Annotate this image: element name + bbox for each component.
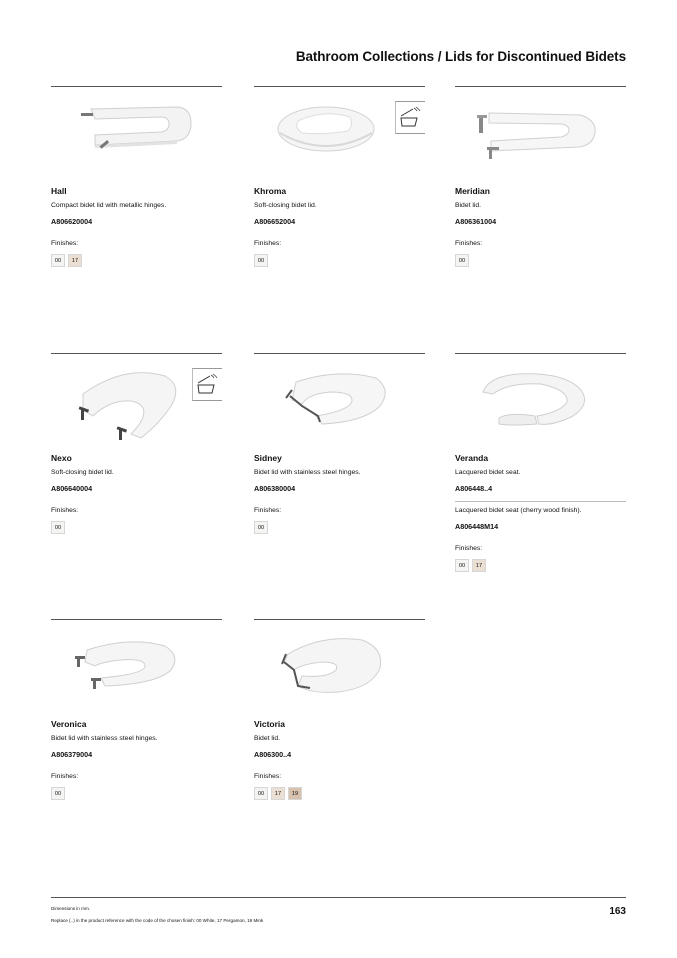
product-name: Nexo xyxy=(51,453,72,463)
product-reference: A806300..4 xyxy=(254,750,292,759)
finish-swatch-pergamon: 17 xyxy=(472,559,486,572)
finish-swatch-white: 00 xyxy=(51,521,65,534)
product-name: Hall xyxy=(51,186,67,196)
bidet-lid-open-icon xyxy=(268,366,393,432)
product-card-sidney xyxy=(254,353,425,534)
product-image xyxy=(455,362,626,442)
page-title: Bathroom Collections / Lids for Discontinued Bidets xyxy=(295,49,626,64)
product-card-veranda xyxy=(455,353,626,572)
product-description: Soft-closing bidet lid. xyxy=(51,469,114,476)
footer-divider xyxy=(51,897,626,898)
product-image xyxy=(51,95,222,175)
finish-swatches xyxy=(455,254,626,267)
finish-swatch-pergamon: 17 xyxy=(68,254,82,267)
product-description: Lacquered bidet seat. xyxy=(455,469,521,476)
finish-swatch-white: 00 xyxy=(254,787,268,800)
finishes-label: Finishes: xyxy=(455,545,483,552)
product-image xyxy=(51,362,222,442)
product-name: Khroma xyxy=(254,186,287,196)
product-variant-reference: A806448M14 xyxy=(455,522,499,531)
product-divider xyxy=(51,619,222,620)
bidet-seat-ring-icon xyxy=(469,366,589,432)
product-reference: A806652004 xyxy=(254,217,296,226)
product-image xyxy=(254,362,425,442)
product-divider xyxy=(254,619,425,620)
finishes-label: Finishes: xyxy=(455,240,483,247)
finish-swatch-white: 00 xyxy=(455,559,469,572)
bidet-lid-open-icon xyxy=(268,632,388,702)
product-card-khroma xyxy=(254,86,425,267)
product-description: Soft-closing bidet lid. xyxy=(254,202,317,209)
product-image xyxy=(254,95,425,175)
product-card-meridian xyxy=(455,86,626,267)
bidet-lid-open-icon xyxy=(469,99,599,165)
finish-swatches xyxy=(254,787,425,800)
product-name: Veronica xyxy=(51,719,87,729)
product-divider xyxy=(455,86,626,87)
variant-divider xyxy=(455,501,626,502)
footer-finish-note: Replace (..) in the product reference with the code of the chosen finish: 00 White, 17 Pergamon, 19 Mink xyxy=(51,918,264,923)
product-reference: A806448..4 xyxy=(455,484,493,493)
product-description: Bidet lid. xyxy=(455,202,482,209)
product-reference: A806620004 xyxy=(51,217,93,226)
product-card-nexo xyxy=(51,353,222,534)
product-card-victoria xyxy=(254,619,425,800)
product-divider xyxy=(254,86,425,87)
finishes-label: Finishes: xyxy=(254,507,282,514)
product-card-veronica xyxy=(51,619,222,800)
product-description: Bidet lid with stainless steel hinges. xyxy=(51,735,158,742)
product-divider xyxy=(455,353,626,354)
product-divider xyxy=(51,353,222,354)
footer-dimensions-note: Dimensions in mm. xyxy=(51,906,91,911)
product-description: Bidet lid. xyxy=(254,735,281,742)
product-image xyxy=(455,95,626,175)
product-variant-description: Lacquered bidet seat (cherry wood finish). xyxy=(455,507,582,514)
product-name: Sidney xyxy=(254,453,282,463)
bidet-lid-open-icon xyxy=(65,366,185,444)
page-number: 163 xyxy=(609,906,626,917)
soft-close-icon xyxy=(192,368,222,401)
bidet-lid-open-icon xyxy=(65,632,185,698)
product-divider xyxy=(51,86,222,87)
product-description: Bidet lid with stainless steel hinges. xyxy=(254,469,361,476)
finish-swatches xyxy=(51,254,222,267)
bidet-lid-compact-icon xyxy=(65,99,195,163)
product-card-hall xyxy=(51,86,222,267)
finish-swatches xyxy=(51,787,222,800)
product-reference: A806640004 xyxy=(51,484,93,493)
finish-swatch-white: 00 xyxy=(51,254,65,267)
finishes-label: Finishes: xyxy=(51,240,79,247)
finish-swatch-white: 00 xyxy=(455,254,469,267)
finish-swatches xyxy=(51,521,222,534)
finish-swatch-white: 00 xyxy=(254,254,268,267)
soft-close-icon xyxy=(395,101,425,134)
finishes-label: Finishes: xyxy=(51,507,79,514)
finish-swatch-white: 00 xyxy=(254,521,268,534)
product-divider xyxy=(254,353,425,354)
product-image xyxy=(51,628,222,708)
finishes-label: Finishes: xyxy=(254,773,282,780)
finishes-label: Finishes: xyxy=(51,773,79,780)
finish-swatches xyxy=(254,521,425,534)
finish-swatch-mink: 19 xyxy=(288,787,302,800)
finishes-label: Finishes: xyxy=(254,240,282,247)
product-reference: A806361004 xyxy=(455,217,497,226)
product-name: Veranda xyxy=(455,453,489,463)
product-image xyxy=(254,628,425,708)
product-name: Victoria xyxy=(254,719,286,729)
bidet-lid-rounded-icon xyxy=(268,99,378,159)
finish-swatches xyxy=(254,254,425,267)
finish-swatch-pergamon: 17 xyxy=(271,787,285,800)
finish-swatch-white: 00 xyxy=(51,787,65,800)
finish-swatches xyxy=(455,559,626,572)
product-reference: A806379004 xyxy=(51,750,93,759)
product-reference: A806380004 xyxy=(254,484,296,493)
product-name: Meridian xyxy=(455,186,490,196)
product-description: Compact bidet lid with metallic hinges. xyxy=(51,202,167,209)
